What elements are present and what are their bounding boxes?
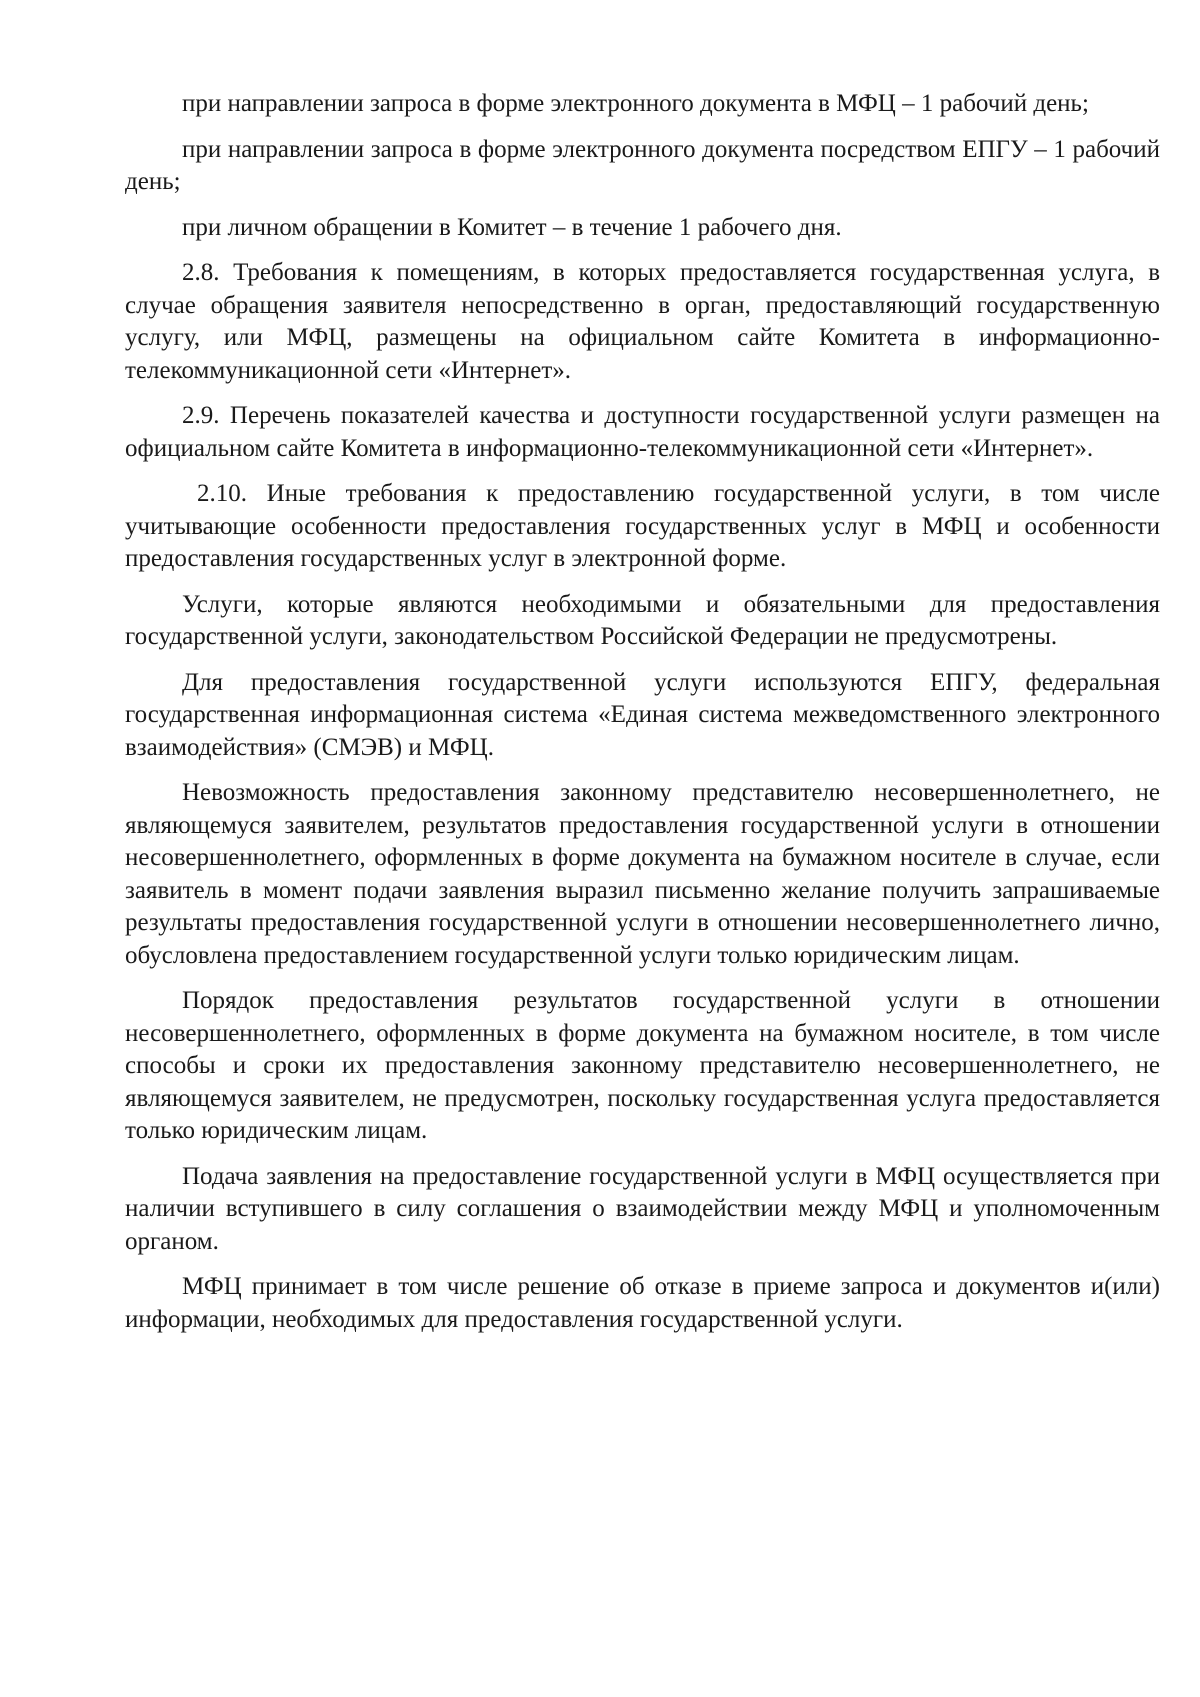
paragraph-application-submission: Подача заявления на предоставление государственной услуги в МФЦ осуществляется при наличии вступившего в силу соглашения о взаимодействии между МФЦ и уполномоченным органом. <box>125 1162 1160 1255</box>
paragraph-impossibility: Невозможность предоставления законному представителю несовершеннолетнего, не являющемуся заявителем, результатов предоставления государственной услуги в отношении несовершеннолетнего, оформленных в форме документа на бумажном носителе в случае, если заявитель в момент подачи заявления выразил письменно желание получить запрашиваемые результаты предоставления государственной услуги в отношении несовершеннолетнего лично, обусловлена предоставлением государственной услуги только юридическим лицам. <box>125 779 1160 969</box>
document-page <box>125 88 1160 1349</box>
paragraph-2-8-premises: 2.8. Требования к помещениям, в которых предоставляется государственная услуга, в случае обращения заявителя непосредственно в орган, предоставляющий государственную услугу, или МФЦ, размещены на официальном сайте Комитета в информационно-телекоммуникационной сети «Интернет». <box>125 259 1160 384</box>
paragraph-2-10-other-requirements: 2.10. Иные требования к предоставлению государственной услуги, в том числе учитывающие особенности предоставления государственных услуг в МФЦ и особенности предоставления государственных услуг в электронной форме. <box>125 480 1160 572</box>
paragraph-results-procedure: Порядок предоставления результатов государственной услуги в отношении несовершеннолетнего, оформленных в форме документа на бумажном носителе, в том числе способы и сроки их предоставления законному представителю несовершеннолетнего, не являющемуся заявителем, не предусмотрен, поскольку государственная услуга предоставляется только юридическим лицам. <box>125 987 1160 1144</box>
paragraph-systems-used: Для предоставления государственной услуги используются ЕПГУ, федеральная государственная информационная система «Единая система межведомственного электронного взаимодействия» (СМЭВ) и МФЦ. <box>125 668 1160 761</box>
paragraph-mandatory-services: Услуги, которые являются необходимыми и обязательными для предоставления государственной услуги, законодательством Российской Федерации не предусмотрены. <box>125 590 1160 650</box>
paragraph-mfc-refusal: МФЦ принимает в том числе решение об отказе в приеме запроса и документов и(или) информации, необходимых для предоставления государственной услуги. <box>125 1273 1160 1333</box>
paragraph-personal-visit-term: при личном обращении в Комитет – в течение 1 рабочего дня. <box>182 213 842 241</box>
paragraph-mfc-request-term: при направлении запроса в форме электронного документа в МФЦ – 1 рабочий день; <box>182 90 1089 117</box>
paragraph-epgu-request-term: при направлении запроса в форме электронного документа посредством ЕПГУ – 1 рабочий день; <box>125 135 1160 195</box>
paragraph-2-9-quality-indicators: 2.9. Перечень показателей качества и доступности государственной услуги размещен на официальном сайте Комитета в информационно-телекоммуникационной сети «Интернет». <box>125 402 1160 462</box>
